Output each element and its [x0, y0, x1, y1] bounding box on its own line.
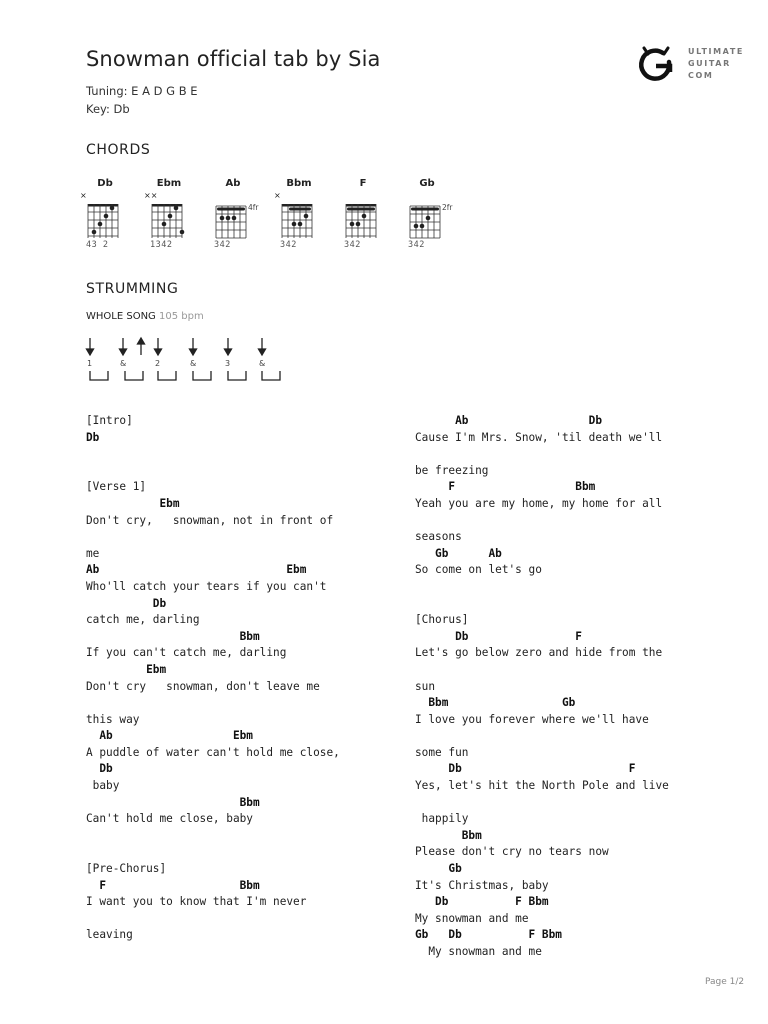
lyric-line: My snowman and me: [415, 945, 542, 958]
lyric-line: sun: [415, 679, 436, 693]
chord-diagram-f[interactable]: [344, 178, 408, 258]
lyric-line: [Pre-Chorus]: [86, 862, 167, 876]
muted-string-marks: ×: [80, 191, 87, 200]
blank-line: [86, 844, 340, 861]
lyric-line: [Chorus]: [415, 613, 469, 627]
lyric-line: Yeah you are my home, my home for all: [415, 496, 663, 510]
chord-name: Bbm: [286, 178, 312, 189]
chord-line: Bbm: [86, 629, 260, 643]
chord-fingering: 43 2: [86, 240, 109, 250]
lyric-line: Who'll catch your tears if you can't: [86, 579, 327, 593]
chord-grid: [274, 190, 322, 242]
chord-grid: [80, 190, 128, 242]
logo-text-line: COM: [688, 71, 714, 80]
lyric-line: happily: [415, 812, 469, 826]
chord-line: Db F: [415, 762, 636, 776]
fret-label: 2fr: [442, 203, 453, 212]
chord-line: Gb Ab: [415, 546, 502, 560]
chord-name: Ab: [225, 178, 241, 189]
lyric-line: leaving: [86, 928, 133, 942]
chord-grid: [402, 190, 462, 242]
chord-line: Ebm: [86, 496, 180, 510]
chord-line: Ebm: [86, 662, 167, 676]
blank-line: [415, 662, 669, 679]
page-number: Page 1/2: [705, 977, 745, 987]
tab-column-right: [415, 413, 669, 961]
lyric-line: me: [86, 546, 100, 560]
chord-name: Db: [97, 178, 113, 189]
chord-fingering: 342: [214, 240, 231, 250]
lyric-line: this way: [86, 712, 140, 726]
chord-diagram-ab[interactable]: [214, 178, 278, 258]
lyric-line: If you can't catch me, darling: [86, 646, 287, 660]
lyric-line: catch me, darling: [86, 613, 200, 627]
chord-fingering: 342: [344, 240, 361, 250]
strum-count: 3: [225, 359, 231, 368]
blank-line: [86, 446, 340, 463]
lyric-line: Yes, let's hit the North Pole and live: [415, 779, 669, 793]
chord-name: Ebm: [156, 178, 182, 189]
logo-text-line: GUITAR: [688, 59, 731, 68]
chord-diagram-db[interactable]: [80, 178, 150, 258]
blank-line: [415, 795, 669, 812]
blank-line: [86, 828, 340, 845]
chord-line: Bbm: [415, 828, 482, 842]
ultimate-guitar-logo[interactable]: [636, 44, 748, 84]
lyric-line: Can't hold me close, baby: [86, 812, 253, 826]
chord-grid: [144, 190, 192, 242]
blank-line: [86, 695, 340, 712]
ug-logo-icon: [636, 44, 680, 84]
lyric-line: Let's go below zero and hide from the: [415, 646, 663, 660]
chord-line: Gb Db F Bbm: [415, 928, 562, 942]
strum-pattern-label: [86, 311, 204, 322]
chord-fingering: 1342: [150, 240, 173, 250]
lyric-line: Don't cry, snowman, not in front of: [86, 513, 334, 527]
blank-line: [415, 728, 669, 745]
chord-line: Bbm: [86, 795, 260, 809]
chord-line: Db F: [415, 629, 582, 643]
lyric-line: be freezing: [415, 463, 489, 477]
tuning-label: Tuning: E A D G B E: [86, 84, 198, 98]
chord-diagram-bbm[interactable]: [274, 178, 344, 258]
chord-line: F Bbm: [86, 878, 260, 892]
chord-line: Bbm Gb: [415, 696, 576, 710]
lyric-line: baby: [86, 779, 120, 793]
lyric-line: Cause I'm Mrs. Snow, 'til death we'll: [415, 430, 663, 444]
chord-line: Db: [86, 596, 167, 610]
fret-label: 4fr: [248, 203, 259, 212]
chord-fingering: 342: [280, 240, 297, 250]
chords-heading: CHORDS: [86, 142, 151, 158]
chord-line: Ab Db: [415, 414, 603, 427]
lyric-line: A puddle of water can't hold me close,: [86, 745, 340, 759]
chord-line: Db: [86, 762, 113, 776]
strumming-heading: STRUMMING: [86, 281, 179, 297]
blank-line: [415, 579, 669, 596]
chord-line: Ab Ebm: [86, 729, 253, 743]
strum-count: &: [120, 359, 127, 368]
bpm-value: 105 bpm: [158, 311, 204, 322]
chord-grid: [338, 190, 386, 242]
tab-column-left: [86, 413, 340, 944]
lyric-line: [Verse 1]: [86, 480, 147, 494]
blank-line: [415, 596, 669, 613]
strumming-pattern: [80, 334, 300, 386]
lyric-line: My snowman and me: [415, 911, 529, 925]
chord-line: Db F Bbm: [415, 895, 549, 909]
chord-name: F: [359, 178, 367, 189]
lyric-line: Don't cry snowman, don't leave me: [86, 679, 320, 693]
chord-diagram-gb[interactable]: [408, 178, 472, 258]
chord-name: Gb: [419, 178, 435, 189]
strum-count: &: [190, 359, 197, 368]
key-label: Key: Db: [86, 102, 130, 116]
chord-line: Gb: [415, 862, 462, 876]
chord-diagram-ebm[interactable]: [144, 178, 214, 258]
blank-line: [86, 463, 340, 480]
muted-string-marks: ××: [144, 191, 158, 200]
muted-string-marks: ×: [274, 191, 281, 200]
strum-count: &: [259, 359, 266, 368]
lyric-line: It's Christmas, baby: [415, 878, 549, 892]
chord-line: Ab Ebm: [86, 563, 307, 577]
chord-fingering: 342: [408, 240, 425, 250]
logo-text-line: ULTIMATE: [688, 47, 744, 56]
strum-count: 2: [155, 359, 161, 368]
lyric-line: I love you forever where we'll have: [415, 712, 649, 726]
lyric-line: Please don't cry no tears now: [415, 845, 609, 859]
lyric-line: So come on let's go: [415, 563, 542, 577]
lyric-line: some fun: [415, 745, 469, 759]
strum-section-name: WHOLE SONG: [86, 311, 156, 322]
lyric-line: seasons: [415, 530, 462, 544]
blank-line: [86, 911, 340, 928]
blank-line: [86, 529, 340, 546]
blank-line: [415, 446, 669, 463]
strum-count: 1: [87, 359, 93, 368]
song-title: Snowman official tab by Sia: [86, 47, 381, 71]
chord-line: Db: [86, 430, 100, 444]
chord-grid: [208, 190, 268, 242]
chord-line: F Bbm: [415, 480, 596, 494]
blank-line: [415, 513, 669, 530]
lyric-line: [Intro]: [86, 414, 133, 427]
lyric-line: I want you to know that I'm never: [86, 895, 307, 909]
